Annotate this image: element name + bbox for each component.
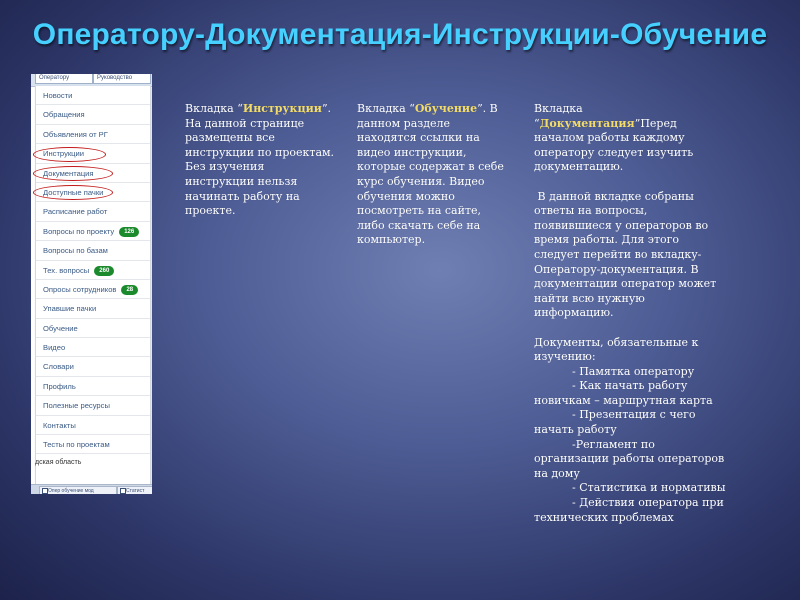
text-prefix: Вкладка “ — [185, 102, 243, 115]
documentation-intro — [534, 102, 726, 175]
text-body: ”. На данной странице размещены все инструкции по проектам. Без изучения инструкции нельзя начинать работу на проекте. — [185, 102, 335, 218]
menu-item-project-tests[interactable] — [36, 435, 150, 454]
taskbar-tab-label: Опер обучение мод — [48, 488, 94, 494]
menu-item-surveys[interactable] — [36, 280, 150, 299]
menu-item-label: Полезные ресурсы — [43, 401, 110, 411]
menu-item-schedule[interactable] — [36, 202, 150, 221]
menu-item-label: Вопросы по проекту — [43, 226, 115, 236]
menu-list — [35, 86, 151, 494]
doc-item: - Действия оператора при технических проблемах — [534, 496, 724, 524]
documentation-paragraph: В данной вкладке собраны ответы на вопросы, появившиеся у операторов во время работы. Для этого следует перейти во вкладку- Оператору-документация. В документации оператор может найти всю нужную информацию. — [534, 189, 720, 320]
training-description — [357, 102, 507, 248]
taskbar-tab-label: Статист — [126, 488, 145, 494]
menu-item-label: Документация — [43, 168, 94, 178]
doc-item: - Памятка оператору — [572, 364, 695, 378]
menu-item-label: Видео — [43, 343, 66, 353]
menu-item-label: Вопросы по базам — [43, 246, 108, 256]
menu-item-resources[interactable] — [36, 396, 150, 415]
doc-item: -Регламент по организации работы операторов на дому — [534, 437, 725, 480]
menu-item-instructions[interactable] — [36, 144, 150, 163]
menu-item-project-questions[interactable] — [36, 222, 150, 241]
region-text: дская область — [35, 459, 82, 466]
menu-item-label: Доступные пачки — [43, 187, 104, 197]
highlight-word: Документация — [539, 116, 635, 130]
doc-item: - Презентация с чего начать работу — [534, 408, 696, 437]
menu-item-label: Контакты — [43, 420, 76, 430]
top-button-guide[interactable]: Руководство — [93, 74, 151, 84]
highlight-word: Инструкции — [242, 102, 322, 115]
count-badge: 260 — [94, 266, 114, 276]
count-badge: 126 — [119, 227, 139, 237]
menu-item-label: Упавшие пачки — [43, 304, 97, 314]
menu-item-label: Тесты по проектам — [43, 440, 110, 450]
menu-screenshot — [31, 74, 152, 494]
menu-item-label: Инструкции — [43, 149, 85, 159]
window-icon — [120, 488, 126, 494]
menu-item-label: Объявления от РГ — [43, 129, 108, 139]
doc-item: - Статистика и нормативы — [572, 481, 726, 495]
top-button-operator[interactable]: Оператору — [35, 74, 93, 84]
menu-item-contacts[interactable] — [36, 416, 150, 435]
menu-item-training[interactable] — [36, 319, 150, 338]
menu-item-profile[interactable] — [36, 377, 150, 396]
doc-item: - Как начать работу новичкам – маршрутная карта — [534, 379, 713, 407]
text-body: ”Перед началом работы каждому оператору следует изучить документацию. — [534, 116, 694, 174]
taskbar — [31, 484, 152, 494]
menu-item-label: Опросы сотрудников — [43, 284, 117, 294]
text-prefix: Вкладка “ — [357, 102, 415, 115]
menu-item-failed-packs[interactable] — [36, 299, 150, 318]
count-badge: 28 — [121, 285, 138, 295]
menu-item-label: Обучение — [43, 323, 78, 333]
menu-item-video[interactable] — [36, 338, 150, 357]
taskbar-tab-stats[interactable] — [117, 486, 152, 494]
menu-item-label: Тех. вопросы — [43, 265, 90, 275]
menu-item-label: Обращения — [43, 110, 85, 120]
menu-item-tech-questions[interactable] — [36, 261, 150, 280]
text-prefix: Вкладка “ — [534, 102, 583, 130]
menu-item-documentation[interactable] — [36, 164, 150, 183]
menu-item-label: Словари — [43, 362, 74, 372]
menu-item-label: Новости — [43, 91, 73, 100]
documentation-description — [534, 102, 726, 525]
taskbar-tab-training[interactable] — [39, 486, 117, 494]
menu-item-db-questions[interactable] — [36, 241, 150, 260]
menu-item-dictionaries[interactable] — [36, 357, 150, 376]
window-icon — [42, 488, 48, 494]
menu-item-news[interactable] — [36, 86, 150, 105]
menu-item-label: Расписание работ — [43, 207, 108, 217]
text-body: ”. В данном разделе находятся ссылки на видео инструкции, которые содержат в себе курс обучения. Видео обучения можно посмотреть на сайте, либо скачать себе на компьютер. — [357, 102, 504, 247]
menu-item-appeals[interactable] — [36, 105, 150, 124]
menu-item-announcements[interactable] — [36, 125, 150, 144]
instructions-description — [185, 102, 335, 219]
highlight-word: Обучение — [414, 102, 478, 115]
menu-item-available-packs[interactable] — [36, 183, 150, 202]
required-docs-heading: Документы, обязательные к изучению: — [534, 335, 699, 364]
slide-title: Оператору-Документация-Инструкции-Обучение — [32, 18, 768, 51]
menu-item-label: Профиль — [43, 381, 76, 391]
